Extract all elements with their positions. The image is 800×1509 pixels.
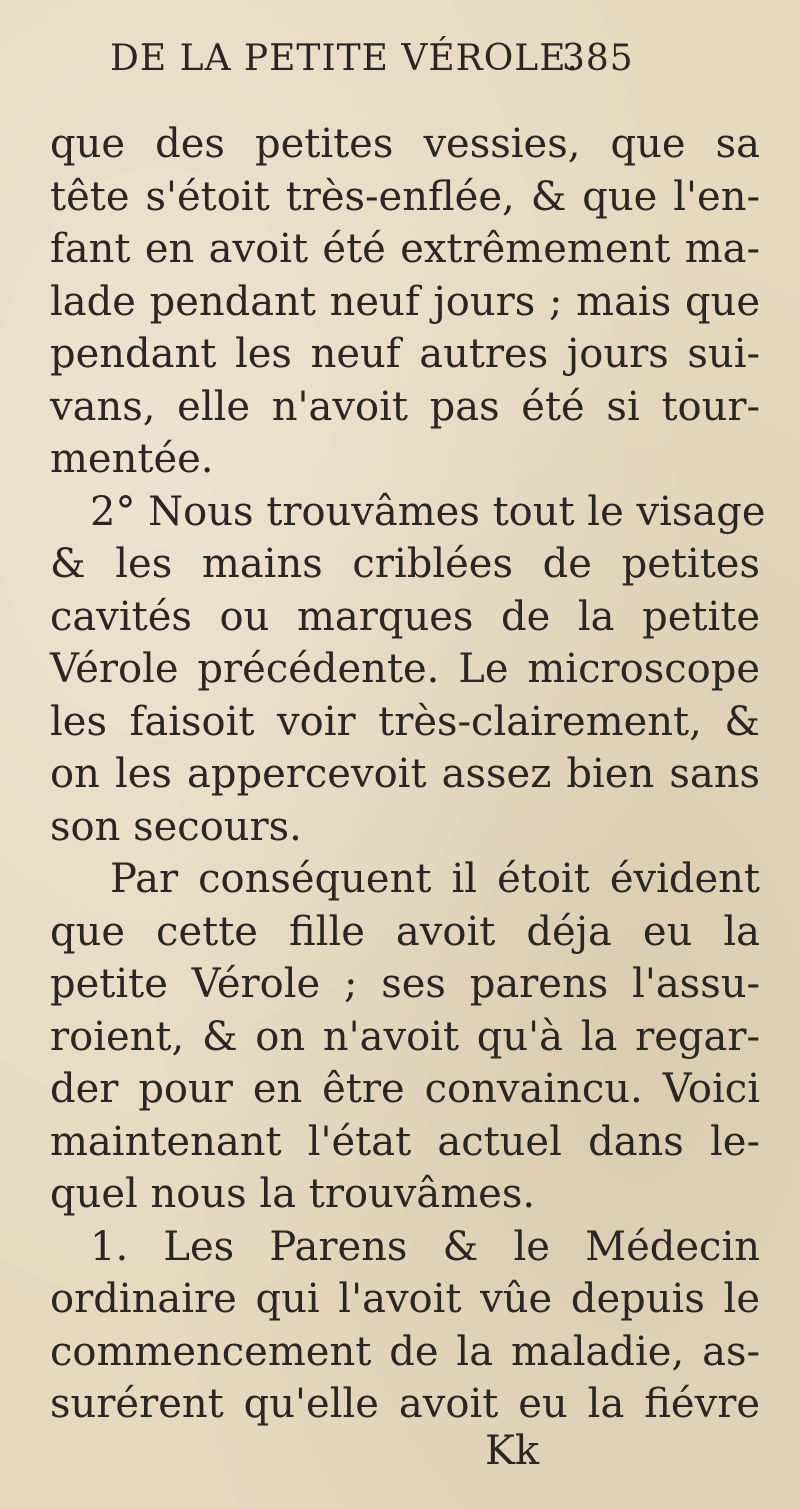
text-line: 1. Les Parens & le Médecin — [90, 1223, 760, 1270]
text-line: que cette fille avoit déja eu la — [50, 908, 760, 955]
text-line: vans, elle n'avoit pas été si tour- — [50, 383, 760, 430]
text-line: commencement de la maladie, as- — [50, 1328, 760, 1375]
text-line: les faisoit voir très-clairement, & — [50, 698, 760, 745]
text-line: mentée. — [50, 436, 214, 482]
catchword: Kk — [485, 1427, 540, 1474]
text-line: surérent qu'elle avoit eu la fiévre — [50, 1381, 760, 1427]
text-line: pendant les neuf autres jours sui- — [50, 331, 760, 377]
text-line: son secours. — [50, 803, 302, 850]
running-title: DE LA PETITE VÉROLE. — [110, 38, 579, 79]
text-line: cavités ou marques de la petite — [50, 593, 760, 640]
text-line: & les mains criblées de petites — [50, 541, 760, 587]
text-line: Vérole précédente. Le microscope — [50, 646, 760, 692]
text-line: Par conséquent il étoit évident — [110, 856, 760, 902]
text-line: tête s'étoit très-enflée, & que l'en- — [50, 173, 760, 220]
text-line: 2° Nous trouvâmes tout le visage — [90, 488, 766, 535]
text-line: on les appercevoit assez bien sans — [50, 751, 760, 797]
text-line: lade pendant neuf jours ; mais que — [50, 278, 760, 325]
text-line: maintenant l'état actuel dans le- — [50, 1118, 760, 1165]
text-line: quel nous la trouvâmes. — [50, 1171, 536, 1217]
text-line: roient, & on n'avoit qu'à la regar- — [50, 1013, 760, 1060]
text-line: ordinaire qui l'avoit vûe depuis le — [50, 1276, 760, 1322]
text-line: der pour en être convaincu. Voici — [50, 1066, 760, 1112]
text-line: que des petites vessies, que sa — [50, 121, 760, 167]
page-header — [110, 38, 670, 98]
text-line: petite Vérole ; ses parens l'assu- — [50, 961, 760, 1007]
text-line: fant en avoit été extrêmement ma- — [50, 226, 760, 272]
page-number: 385 — [562, 38, 634, 79]
